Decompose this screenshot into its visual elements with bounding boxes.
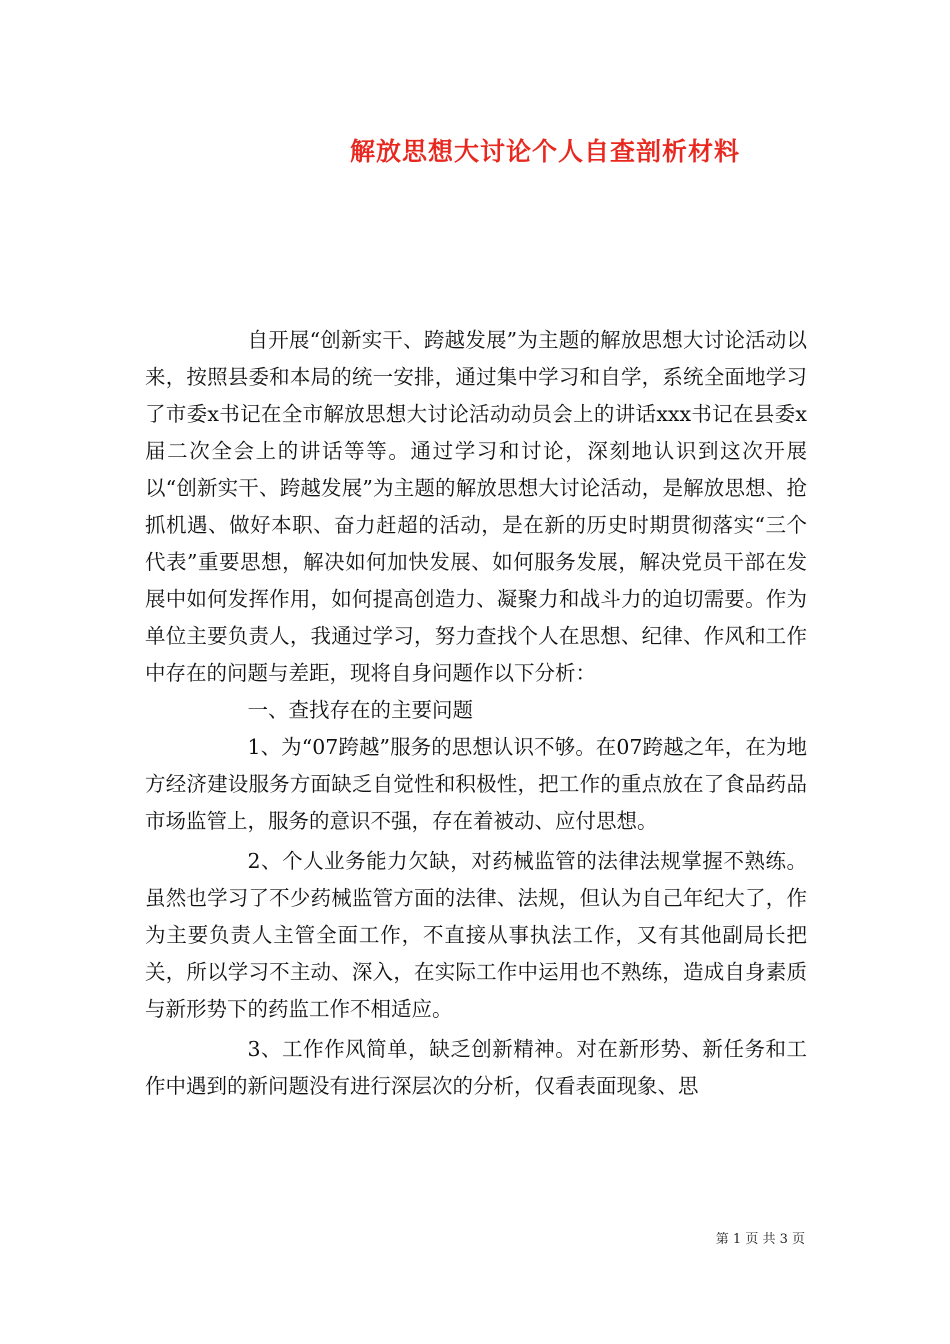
document-title: 解放思想大讨论个人自查剖析材料 (349, 137, 740, 166)
paragraph-item-1: 1、为“07跨越”服务的思想认识不够。在07跨越之年，在为地方经济建设服务方面缺乏自觉性和积极性，把工作的重点放在了食品药品市场监管上，服务的意识不强，存在着被动、应付思想。 (145, 735, 807, 833)
paragraph-item-2: 2、个人业务能力欠缺，对药械监管的法律法规掌握不熟练。虽然也学习了不少药械监管方面的法律、法规，但认为自己年纪大了，作为主要负责人主管全面工作，不直接从事执法工作，又有其他副局长把关，所以学习不主动、深入，在实际工作中运用也不熟练，造成自身素质与新形势下的药监工作不相适应。 (145, 849, 807, 1021)
paragraph-intro: 自开展“创新实干、跨越发展”为主题的解放思想大讨论活动以来，按照县委和本局的统一安排，通过集中学习和自学，系统全面地学习了市委x书记在全市解放思想大讨论活动动员会上的讲话xxx书记在县委x届二次全会上的讲话等等。通过学习和讨论，深刻地认识到这次开展以“创新实干、跨越发展”为主题的解放思想大讨论活动，是解放思想、抢抓机遇、做好本职、奋力赶超的活动，是在新的历史时期贯彻落实“三个代表”重要思想，解决如何加快发展、如何服务发展，解决党员干部在发展中如何发挥作用，如何提高创造力、凝聚力和战斗力的迫切需要。作为单位主要负责人，我通过学习，努力查找个人在思想、纪律、作风和工作中存在的问题与差距，现将自身问题作以下分析： (145, 328, 807, 685)
document-body (145, 322, 807, 1105)
page-number: 第 1 页 共 3 页 (715, 1232, 805, 1247)
section-heading: 一、查找存在的主要问题 (247, 698, 473, 722)
paragraph-item-3: 3、工作作风简单，缺乏创新精神。对在新形势、新任务和工作中遇到的新问题没有进行深层次的分析，仅看表面现象、思 (145, 1037, 807, 1098)
